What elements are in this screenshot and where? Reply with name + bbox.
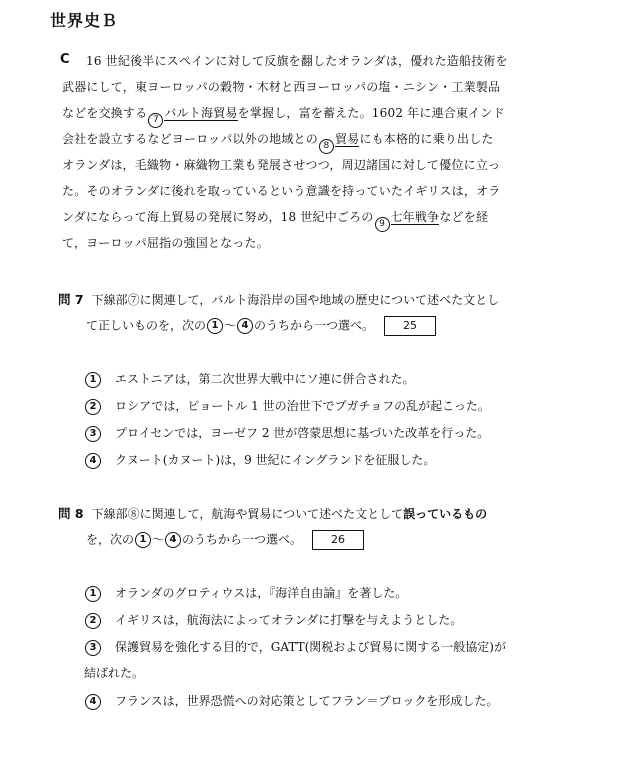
emphasized-text: 誤っているもの	[403, 507, 488, 521]
choice-mark-icon: 1	[135, 532, 151, 548]
passage-text: を掌握し，富を蓄えた。1602 年に連合東インド	[237, 106, 505, 120]
option-text: イギリスは，航海法によってオランダに打撃を与えようとした。	[115, 613, 463, 627]
option-text: フランスは，世界恐慌への対応策としてフラン＝ブロックを形成した。	[115, 694, 499, 708]
option-number-icon: 2	[85, 399, 101, 415]
underline-marker-8: 8	[319, 139, 334, 154]
q8-option-3-continuation: 結ばれた。	[84, 666, 145, 680]
question-text: ～	[224, 318, 237, 333]
option-text: 保護貿易を強化する目的で，GATT(関税および貿易に関する一般協定)が	[115, 640, 506, 654]
option-text: クヌート(カヌート)は，9 世紀にイングランドを征服した。	[115, 453, 436, 467]
q8-option-4[interactable]	[84, 692, 498, 710]
passage-line-5: オランダは，毛織物・麻織物工業も発展させつつ，周辺諸国に対して優位に立っ	[62, 158, 501, 172]
underlined-term-seven-years-war: 七年戦争	[390, 210, 440, 224]
passage-line-6: た。そのオランダに後れを取っているという意識を持っていたイギリスは，オラ	[62, 184, 501, 198]
question-text: を，次の	[86, 532, 135, 547]
option-text: ロシアでは，ピョートル 1 世の治世下でプガチョフの乱が起こった。	[115, 399, 490, 413]
page-header-title: 世界史Ｂ	[50, 11, 119, 30]
passage-line-7	[62, 208, 488, 228]
q7-option-2[interactable]	[84, 397, 490, 415]
passage-line-2: 武器にして，東ヨーロッパの穀物・木材と西ヨーロッパの塩・ニシン・工業製品	[62, 80, 501, 94]
q8-option-2[interactable]	[84, 611, 462, 629]
option-text: オランダのグロティウスは，『海洋自由論』を著した。	[115, 586, 408, 600]
question-8-line-1	[58, 504, 487, 522]
option-number-icon: 3	[85, 426, 101, 442]
q7-option-1[interactable]	[84, 370, 415, 388]
question-text: 下線部⑧に関連して，航海や貿易について述べた文として	[91, 507, 404, 521]
q8-option-3[interactable]	[84, 638, 506, 656]
passage-line-4	[62, 130, 494, 150]
question-7-line-2	[86, 316, 436, 336]
underline-marker-9: 9	[375, 217, 390, 232]
underlined-term-baltic-trade: バルト海貿易	[164, 106, 238, 120]
choice-mark-icon: 4	[165, 532, 181, 548]
question-7-line-1	[58, 290, 499, 308]
choice-mark-icon: 4	[237, 318, 253, 334]
option-number-icon: 2	[85, 613, 101, 629]
q7-option-4[interactable]	[84, 451, 435, 469]
option-text: エストニアは，第二次世界大戦中にソ連に併合された。	[115, 372, 415, 386]
option-text: プロイセンでは，ヨーゼフ 2 世が啓蒙思想に基づいた改革を行った。	[115, 426, 490, 440]
question-8-line-2	[86, 530, 364, 550]
question-text: のうちから一つ選べ。	[254, 318, 375, 333]
question-text: て正しいものを，次の	[86, 318, 207, 333]
option-number-icon: 4	[85, 453, 101, 469]
answer-box-25[interactable]: 25	[384, 316, 436, 336]
section-letter: C	[60, 52, 70, 67]
question-text: のうちから一つ選べ。	[182, 532, 303, 547]
option-number-icon: 3	[85, 640, 101, 656]
passage-text: 会社を設立するなどヨーロッパ以外の地域との	[62, 132, 318, 146]
option-number-icon: 4	[85, 694, 101, 710]
passage-text: ンダにならって海上貿易の発展に努め，18 世紀中ごろの	[62, 210, 374, 224]
passage-line-8: て，ヨーロッパ屈指の強国となった。	[62, 236, 269, 250]
question-text: 下線部⑦に関連して，バルト海沿岸の国や地域の歴史について述べた文とし	[91, 293, 500, 307]
answer-box-26[interactable]: 26	[312, 530, 364, 550]
option-number-icon: 1	[85, 372, 101, 388]
q7-option-3[interactable]	[84, 424, 489, 442]
passage-line-1: 16 世紀後半にスペインに対して反旗を翻したオランダは，優れた造船技術を	[86, 54, 508, 68]
question-number: 問 8	[58, 506, 84, 521]
passage-text: などを交換する	[62, 106, 148, 120]
passage-text: などを経	[439, 210, 489, 224]
question-number: 問 7	[58, 292, 84, 307]
option-number-icon: 1	[85, 586, 101, 602]
passage-line-3	[62, 104, 505, 124]
passage-text: にも本格的に乗り出した	[359, 132, 494, 146]
choice-mark-icon: 1	[207, 318, 223, 334]
underline-marker-7: 7	[148, 113, 163, 128]
q8-option-1[interactable]	[84, 584, 407, 602]
underlined-term-trade: 貿易	[334, 132, 360, 146]
question-text: ～	[152, 532, 165, 547]
